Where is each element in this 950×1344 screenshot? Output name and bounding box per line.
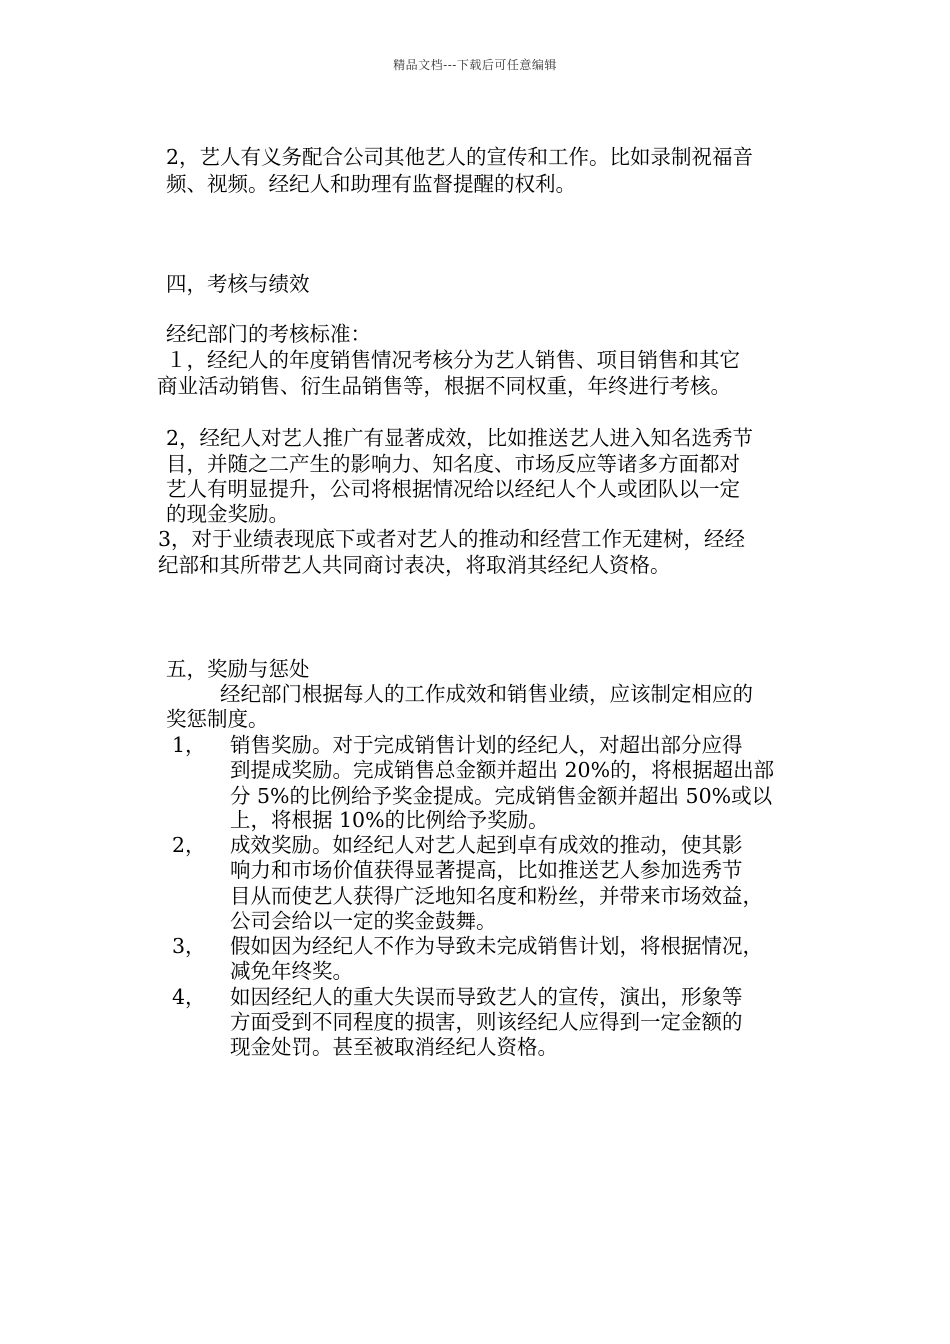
list-item-line: 方面受到不同程度的损害，则该经纪人应得到一定金额的 xyxy=(230,1010,743,1034)
paragraph-line: 频、视频。经纪人和助理有监督提醒的权利。 xyxy=(166,172,576,196)
list-item-line: 现金处罚。甚至被取消经纪人资格。 xyxy=(230,1035,558,1059)
section-intro: 经纪部门的考核标准： xyxy=(166,322,371,346)
paragraph-line: 2，艺人有义务配合公司其他艺人的宣传和工作。比如录制祝福音 xyxy=(166,145,754,169)
list-item-line: 成效奖励。如经纪人对艺人起到卓有成效的推动，使其影 xyxy=(230,833,743,857)
section-heading: 四，考核与绩效 xyxy=(166,272,310,296)
page-header: 精品文档---下载后可任意编辑 xyxy=(393,58,557,72)
list-item-line: 减免年终奖。 xyxy=(230,959,353,983)
paragraph-line: 2，经纪人对艺人推广有显著成效，比如推送艺人进入知名选秀节 xyxy=(166,426,754,450)
section-intro: 经纪部门根据每人的工作成效和销售业绩，应该制定相应的 xyxy=(220,682,753,706)
list-item-line: 分 5%的比例给予奖金提成。完成销售金额并超出 50%或以 xyxy=(230,784,773,808)
paragraph-line: 的现金奖励。 xyxy=(166,502,289,526)
list-item-number: 3， xyxy=(172,934,206,958)
section-intro: 奖惩制度。 xyxy=(166,707,269,731)
paragraph-line: 目，并随之二产生的影响力、知名度、市场反应等诸多方面都对 xyxy=(166,452,740,476)
list-item-line: 如因经纪人的重大失误而导致艺人的宣传，演出，形象等 xyxy=(230,985,743,1009)
paragraph-line: 纪部和其所带艺人共同商讨表决，将取消其经纪人资格。 xyxy=(158,553,671,577)
list-item-line: 公司会给以一定的奖金鼓舞。 xyxy=(230,909,497,933)
paragraph-line: 3，对于业绩表现底下或者对艺人的推动和经营工作无建树，经经 xyxy=(158,527,746,551)
list-item-number: 1， xyxy=(172,733,206,757)
list-item-line: 销售奖励。对于完成销售计划的经纪人，对超出部分应得 xyxy=(230,733,743,757)
paragraph-line: 艺人有明显提升，公司将根据情况给以经纪人个人或团队以一定 xyxy=(166,477,740,501)
section-heading: 五，奖励与惩处 xyxy=(166,657,310,681)
paragraph-line: 商业活动销售、衍生品销售等，根据不同权重，年终进行考核。 xyxy=(157,374,731,398)
list-item-line: 目从而使艺人获得广泛地知名度和粉丝，并带来市场效益， xyxy=(230,884,763,908)
list-item-line: 上，将根据 10%的比例给予奖励。 xyxy=(230,808,549,832)
list-item-line: 响力和市场价值获得显著提高，比如推送艺人参加选秀节 xyxy=(230,858,743,882)
paragraph-line: １，经纪人的年度销售情况考核分为艺人销售、项目销售和其它 xyxy=(166,348,740,372)
list-item-line: 到提成奖励。完成销售总金额并超出 20%的，将根据超出部 xyxy=(230,758,775,782)
list-item-line: 假如因为经纪人不作为导致未完成销售计划，将根据情况， xyxy=(230,934,763,958)
list-item-number: 4， xyxy=(172,985,206,1009)
list-item-number: 2， xyxy=(172,833,206,857)
